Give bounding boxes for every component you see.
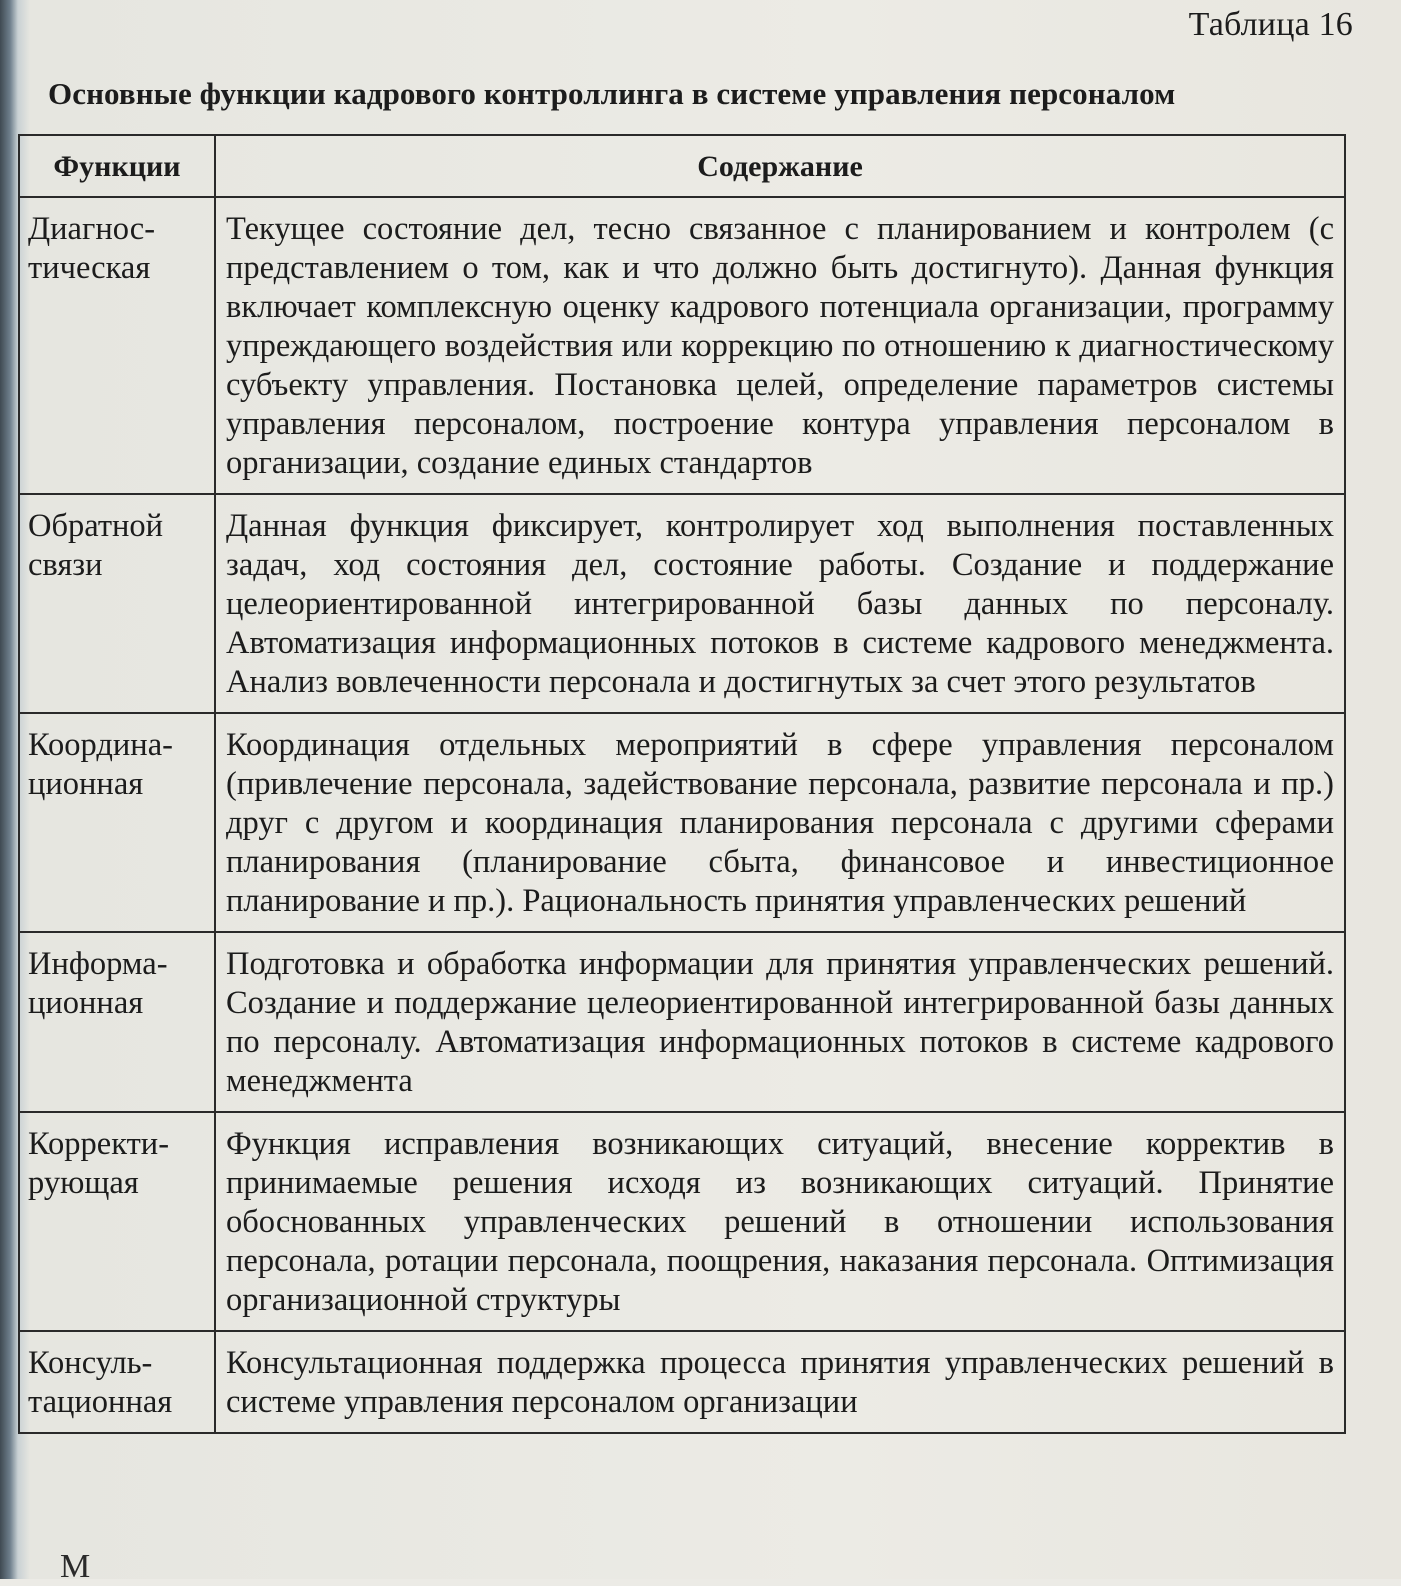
functions-table-container [18,134,1346,1434]
function-content: Текущее состояние дел, тесно связанное с планированием и контролем (с представлением о том, как и что должно быть достигнуто). Данная функция включает комплексную оценку кадрового потенциала организации, программу упреждающего воздействия или коррекцию по отношению к диагностическому субъекту управления. Постановка целей, определение параметров системы управления персоналом, построение контура управления персоналом в организации, создание единых стандартов [215,197,1345,494]
function-content: Функция исправления возникающих ситуаций, внесение корректив в принимаемые решения исходя из возникающих ситуаций. Принятие обоснованных управленческих решений в отношении использования персонала, ротации персонала, поощрения, наказания персонала. Оптимизация организационной структуры [215,1112,1345,1331]
table-title: Основные функции кадрового контроллинга в системе управления персоналом [48,76,1176,111]
table-row [19,1112,1345,1331]
header-functions: Функции [19,135,215,197]
function-content: Данная функция фиксирует, контролирует ход выполнения поставленных задач, ход состояния дел, состояние работы. Создание и поддержание целеориентированной интегрированной базы данных по персоналу. Автоматизация информационных потоков в системе кадрового менеджмента. Анализ вовлеченности персонала и достигнутых за счет этого результатов [215,494,1345,713]
function-content: Подготовка и обработка информации для принятия управленческих решений. Создание и поддержание целеориентированной интегрированной базы данных по персоналу. Автоматизация информационных потоков в системе кадрового менеджмента [215,932,1345,1112]
table-row [19,494,1345,713]
page-continuation-text: М [60,1548,91,1585]
function-name: Консуль- тационная [19,1331,215,1433]
function-content: Консультационная поддержка процесса принятия управленческих решений в системе управления персоналом организации [215,1331,1345,1433]
function-name: Корректи- рующая [19,1112,215,1331]
table-number-label: Таблица 16 [1188,6,1353,43]
table-header-row [19,135,1345,197]
table-row [19,713,1345,932]
function-name: Информа- ционная [19,932,215,1112]
function-name: Обратной связи [19,494,215,713]
table-row [19,1331,1345,1433]
function-content: Координация отдельных мероприятий в сфере управления персоналом (привлечение персонала, задействование персонала, развитие персонала и пр.) друг с другом и координация планирования персонала с другими сферами планирования (планирование сбыта, финансовое и инвестиционное планирование и пр.). Рациональность принятия управленческих решений [215,713,1345,932]
functions-table [18,134,1346,1434]
table-row [19,932,1345,1112]
function-name: Координа- ционная [19,713,215,932]
header-content: Содержание [215,135,1345,197]
function-name: Диагнос- тическая [19,197,215,494]
table-row [19,197,1345,494]
